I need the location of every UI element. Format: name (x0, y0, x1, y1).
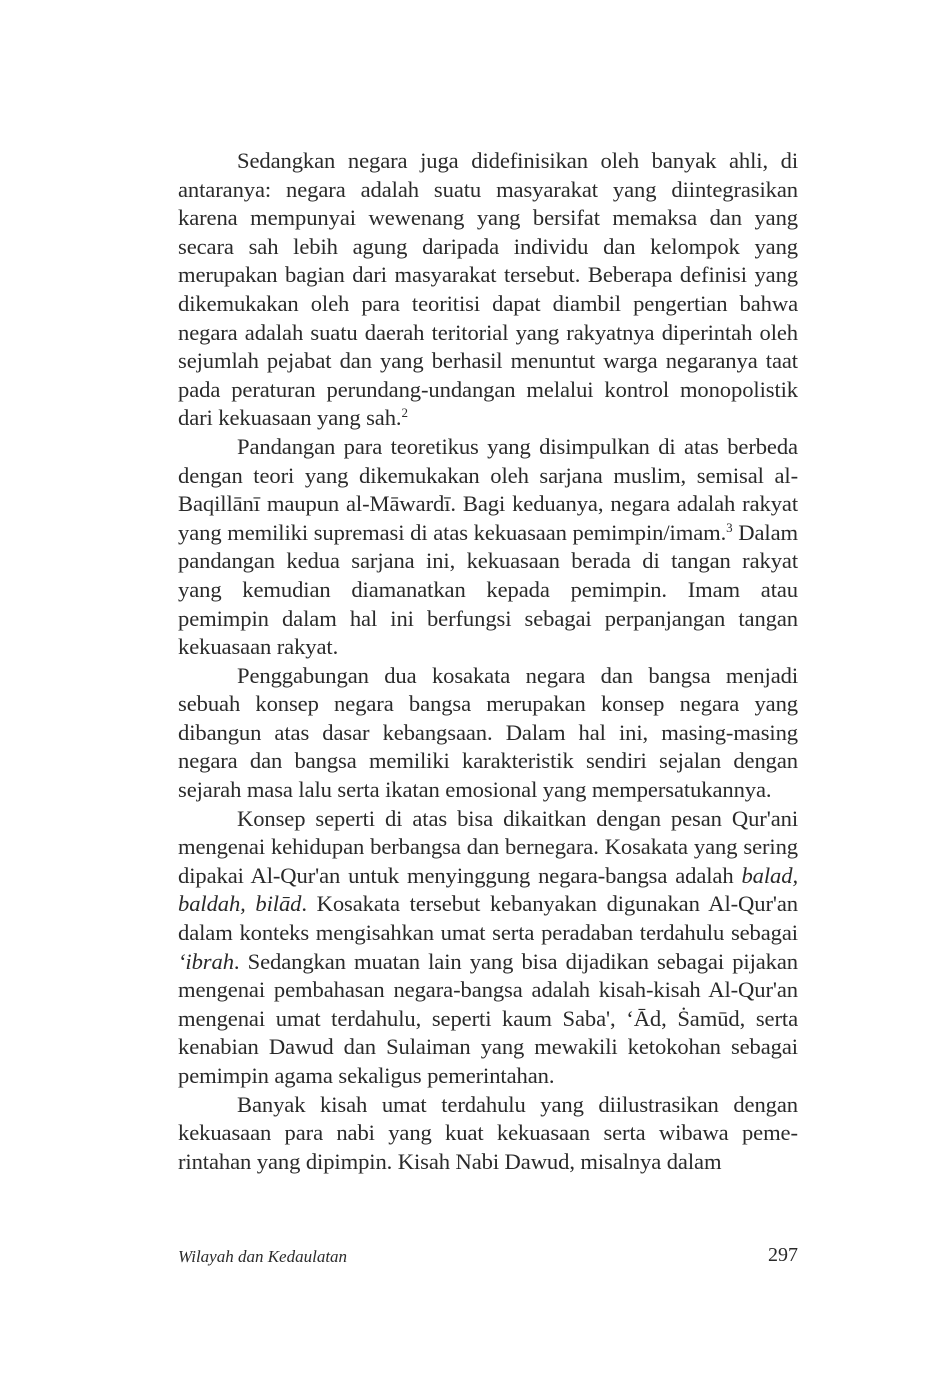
text-segment: . Sedangkan muatan lain yang bisa dijadikan sebagai pijakan mengenai pembahasan negara-bangsa adalah kisah-kisah Al-Qur'an mengenai umat terdahulu, seperti kaum Saba', ‘Ād, Ṡamūd, serta kenabian Dawud dan Sulaiman yang mewakili ketokohan sebagai pemimpin agama sekaligus pemerintahan. (178, 948, 798, 1088)
footnote-ref-3[interactable]: 3 (726, 519, 733, 535)
page-number: 297 (768, 1244, 798, 1266)
text-segment: Konsep seperti di atas bisa dikaitkan dengan pesan Qur'ani mengenai kehidupan berbangsa dan bernegara. Kosakata yang sering dipakai Al-Qur'an untuk menyinggung negara-bangsa adalah (178, 805, 798, 888)
text-segment: Dalam pandangan kedua sarjana ini, kekuasaan berada di tangan rakyat yang kemudian diamanatkan kepada pemimpin. Imam atau pemimpin dalam hal ini berfungsi sebagai perpanjangan tangan kekuasaan rakyat. (178, 519, 798, 660)
page-body (178, 147, 798, 1176)
footnote-ref-2[interactable]: 2 (401, 405, 408, 421)
italic-term: balad, baldah, bilād (178, 862, 798, 917)
text-segment: Pandangan para teoretikus yang disimpulkan di atas berbeda dengan teori yang dikemukakan oleh sarjana muslim, semisal al-Baqillānī maupun al-Māwardī. Bagi keduanya, negara adalah rakyat yang memiliki supremasi di atas kekuasaan pemimpin/imam. (178, 433, 798, 545)
running-footer-title: Wilayah dan Kedaulatan (178, 1247, 348, 1266)
paragraph-2 (178, 433, 798, 662)
paragraph-1 (178, 147, 798, 433)
paragraph-3 (178, 662, 798, 805)
text-segment: Penggabungan dua kosakata negara dan bangsa menjadi sebuah konsep negara bangsa merupakan konsep negara yang dibangun atas dasar kebangsaan. Dalam hal ini, masing-masing negara dan bangsa memiliki karakteristik sendiri sejalan dengan sejarah masa lalu serta ikatan emosional yang mempersatukannya. (178, 662, 798, 803)
italic-term: ‘ibrah (178, 948, 234, 974)
text-segment: Banyak kisah umat terdahulu yang diilustrasikan dengan kekuasaan para nabi yang kuat kekuasaan serta wibawa pemerintahan yang dipimpin. Kisah Nabi Dawud, misalnya dalam (178, 1091, 798, 1174)
text-segment: . Kosakata tersebut kebanyakan digunakan Al-Qur'an dalam konteks mengisahkan umat serta peradaban terdahulu sebagai (178, 891, 798, 946)
text-segment: Sedangkan negara juga didefinisikan oleh banyak ahli, di antaranya: negara adalah suatu masyarakat yang diintegrasikan karena mempunyai wewenang yang bersifat memaksa dan yang secara sah lebih agung daripada individu dan kelompok yang merupakan bagian dari masyarakat tersebut. Beberapa definisi yang dikemukakan oleh para teoritisi dapat diambil pengertian bahwa negara adalah suatu daerah teritorial yang rakyatnya diperintah oleh sejumlah pejabat dan yang berhasil menuntut warga negaranya taat pada peraturan perundang-undangan melalui kontrol monopolistik dari kekuasaan yang sah. (178, 148, 798, 431)
paragraph-4 (178, 805, 798, 1091)
paragraph-5 (178, 1091, 798, 1177)
